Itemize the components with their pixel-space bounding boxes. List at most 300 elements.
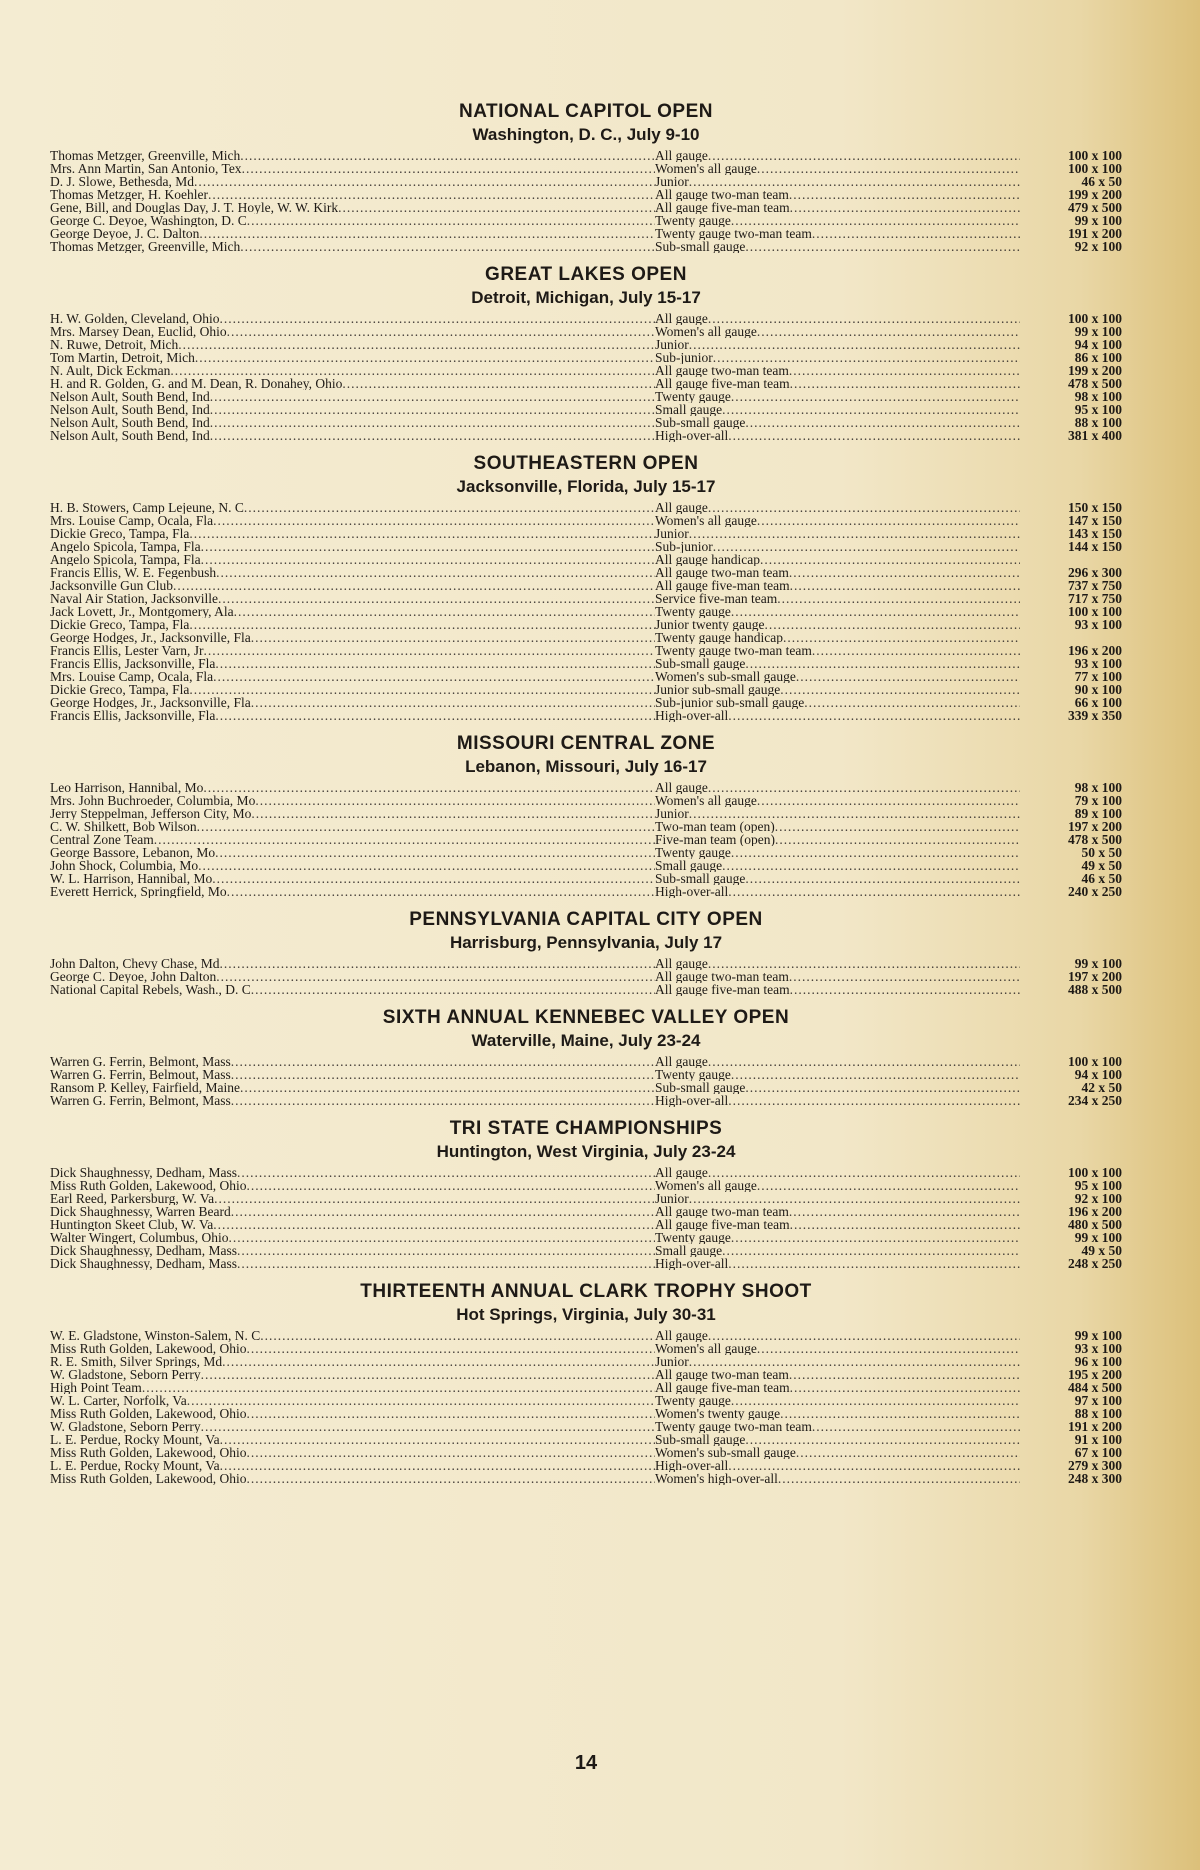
winner-cell: [50, 983, 655, 996]
event-name: Junior: [655, 807, 689, 820]
winner-name: Huntington Skeet Club, W. Va: [50, 1218, 214, 1231]
result-row: [50, 670, 1122, 683]
winner-cell: [50, 781, 655, 794]
winner-name: George C. Deyoe, John Dalton: [50, 970, 217, 983]
tournament-section: [50, 908, 1122, 996]
leader-dots: [790, 579, 1020, 592]
result-row: [50, 312, 1122, 325]
event-name: Two-man team (open): [655, 820, 775, 833]
result-row: [50, 1244, 1122, 1257]
score: 95 x 100: [1074, 1178, 1122, 1193]
tournament-location-date: Waterville, Maine, July 23-24: [471, 1031, 701, 1050]
score: 90 x 100: [1074, 682, 1122, 697]
event-cell: [655, 403, 1020, 416]
result-row: [50, 696, 1122, 709]
winner-cell: [50, 579, 655, 592]
result-row: [50, 1081, 1122, 1094]
winner-name: George C. Deyoe, Washington, D. C: [50, 214, 247, 227]
winner-name: Francis Ellis, Jacksonville, Fla: [50, 709, 216, 722]
event-name: Sub-junior sub-small gauge: [655, 696, 805, 709]
winner-name: George Deyoe, J. C. Dalton: [50, 227, 200, 240]
winner-name: Miss Ruth Golden, Lakewood, Ohio: [50, 1472, 247, 1485]
winner-cell: [50, 351, 655, 364]
winner-name: Walter Wingert, Columbus, Ohio: [50, 1231, 229, 1244]
winner-name: High Point Team: [50, 1381, 142, 1394]
event-name: All gauge five-man team: [655, 201, 790, 214]
leader-dots: [213, 514, 655, 527]
result-row: [50, 1342, 1122, 1355]
event-cell: [655, 501, 1020, 514]
event-cell: [655, 683, 1020, 696]
leader-dots: [790, 1381, 1020, 1394]
leader-dots: [216, 970, 655, 983]
winner-name: Miss Ruth Golden, Lakewood, Ohio: [50, 1407, 247, 1420]
event-cell: [655, 605, 1020, 618]
leader-dots: [777, 592, 1020, 605]
leader-dots: [789, 188, 1020, 201]
leader-dots: [745, 872, 1020, 885]
winner-name: Thomas Metzger, Greenville, Mich: [50, 149, 241, 162]
score: 147 x 150: [1068, 513, 1122, 528]
leader-dots: [812, 644, 1020, 657]
winner-cell: [50, 1192, 655, 1205]
event-cell: [655, 1420, 1020, 1433]
event-name: All gauge: [655, 501, 708, 514]
result-row: [50, 592, 1122, 605]
winner-name: Jacksonville Gun Club: [50, 579, 173, 592]
event-name: Small gauge: [655, 859, 723, 872]
leader-dots: [780, 1407, 1020, 1420]
score: 92 x 100: [1074, 1191, 1122, 1206]
winner-name: Central Zone Team: [50, 833, 154, 846]
winner-cell: [50, 1179, 655, 1192]
result-row: [50, 1205, 1122, 1218]
result-row: [50, 188, 1122, 201]
winner-name: Thomas Metzger, H. Koehler: [50, 188, 209, 201]
score: 89 x 100: [1074, 806, 1122, 821]
result-row: [50, 175, 1122, 188]
score: 88 x 100: [1074, 1406, 1122, 1421]
event-cell: [655, 364, 1020, 377]
tournament-title: GREAT LAKES OPEN: [485, 264, 687, 285]
result-row: [50, 1381, 1122, 1394]
result-row: [50, 820, 1122, 833]
score: 100 x 100: [1068, 148, 1122, 163]
leader-dots: [789, 1205, 1020, 1218]
event-cell: [655, 1205, 1020, 1218]
winner-cell: [50, 1394, 655, 1407]
tournament-section: [50, 1117, 1122, 1270]
result-row: [50, 416, 1122, 429]
score: 99 x 100: [1074, 213, 1122, 228]
event-name: All gauge two-man team: [655, 970, 789, 983]
score: 279 x 300: [1068, 1458, 1122, 1473]
result-row: [50, 1257, 1122, 1270]
winner-cell: [50, 1081, 655, 1094]
event-name: Junior: [655, 527, 689, 540]
winner-name: Earl Reed, Parkersburg, W. Va: [50, 1192, 215, 1205]
winner-cell: [50, 644, 655, 657]
leader-dots: [201, 1368, 655, 1381]
winner-cell: [50, 188, 655, 201]
winner-cell: [50, 820, 655, 833]
event-cell: [655, 696, 1020, 709]
event-cell: [655, 566, 1020, 579]
event-cell: [655, 1329, 1020, 1342]
event-cell: [655, 1342, 1020, 1355]
leader-dots: [731, 390, 1020, 403]
result-row: [50, 527, 1122, 540]
score: 199 x 200: [1068, 363, 1122, 378]
leader-dots: [237, 1257, 655, 1270]
winner-name: W. Gladstone, Seborn Perry: [50, 1420, 201, 1433]
leader-dots: [213, 1218, 655, 1231]
tournament-location-date: Jacksonville, Florida, July 15-17: [456, 477, 716, 496]
event-name: All gauge: [655, 781, 708, 794]
leader-dots: [215, 846, 655, 859]
leader-dots: [189, 683, 655, 696]
score: 100 x 100: [1068, 604, 1122, 619]
result-row: [50, 579, 1122, 592]
result-row: [50, 657, 1122, 670]
event-name: Sub-small gauge: [655, 1081, 746, 1094]
winner-cell: [50, 338, 655, 351]
score: 88 x 100: [1074, 415, 1122, 430]
winner-name: Dick Shaughnessy, Dedham, Mass: [50, 1166, 237, 1179]
event-cell: [655, 709, 1020, 722]
winner-name: Thomas Metzger, Greenville, Mich: [50, 240, 241, 253]
leader-dots: [731, 846, 1020, 859]
winner-name: C. W. Shilkett, Bob Wilson: [50, 820, 197, 833]
leader-dots: [220, 957, 656, 970]
winner-name: Dickie Greco, Tampa, Fla: [50, 618, 190, 631]
winner-name: H. W. Golden, Cleveland, Ohio: [50, 312, 220, 325]
leader-dots: [227, 885, 655, 898]
event-name: Service five-man team: [655, 592, 778, 605]
score: 46 x 50: [1081, 871, 1122, 886]
winner-cell: [50, 709, 655, 722]
score: 248 x 300: [1068, 1471, 1122, 1486]
event-cell: [655, 1355, 1020, 1368]
event-cell: [655, 325, 1020, 338]
leader-dots: [757, 514, 1020, 527]
score: 479 x 500: [1068, 200, 1122, 215]
event-name: Junior: [655, 1192, 689, 1205]
leader-dots: [195, 351, 655, 364]
result-row: [50, 1179, 1122, 1192]
score: 717 x 750: [1068, 591, 1122, 606]
leader-dots: [342, 377, 655, 390]
score: 381 x 400: [1068, 428, 1122, 443]
event-name: Twenty gauge: [655, 390, 731, 403]
event-name: Five-man team (open): [655, 833, 775, 846]
score: 478 x 500: [1068, 832, 1122, 847]
winner-cell: [50, 312, 655, 325]
leader-dots: [722, 859, 1020, 872]
winner-cell: [50, 794, 655, 807]
leader-dots: [708, 1055, 1020, 1068]
winner-cell: [50, 566, 655, 579]
tournament-section: [50, 1280, 1122, 1485]
event-cell: [655, 553, 1020, 566]
event-cell: [655, 957, 1020, 970]
result-row: [50, 149, 1122, 162]
leader-dots: [708, 312, 1020, 325]
tournament-title: THIRTEENTH ANNUAL CLARK TROPHY SHOOT: [360, 1281, 812, 1302]
tournament-title: SIXTH ANNUAL KENNEBEC VALLEY OPEN: [382, 1007, 790, 1028]
leader-dots: [203, 781, 655, 794]
winner-cell: [50, 957, 655, 970]
event-name: High-over-all: [655, 709, 729, 722]
leader-dots: [728, 1257, 1020, 1270]
winner-cell: [50, 1407, 655, 1420]
result-row: [50, 364, 1122, 377]
score: 199 x 200: [1068, 187, 1122, 202]
event-cell: [655, 1459, 1020, 1472]
tournament-location-date: Detroit, Michigan, July 15-17: [471, 288, 701, 307]
score: 79 x 100: [1074, 793, 1122, 808]
leader-dots: [201, 1420, 655, 1433]
tournament-location-date: Lebanon, Missouri, July 16-17: [465, 757, 707, 776]
event-name: Junior twenty gauge: [655, 618, 765, 631]
event-name: High-over-all: [655, 1459, 729, 1472]
event-cell: [655, 540, 1020, 553]
score: 67 x 100: [1074, 1445, 1122, 1460]
result-row: [50, 162, 1122, 175]
leader-dots: [240, 149, 655, 162]
event-name: Women's twenty gauge: [655, 1407, 781, 1420]
result-row: [50, 1433, 1122, 1446]
event-name: Women's all gauge: [655, 162, 757, 175]
winner-name: Nelson Ault, South Bend, Ind: [50, 429, 210, 442]
event-cell: [655, 1472, 1020, 1485]
result-row: [50, 1055, 1122, 1068]
leader-dots: [154, 833, 655, 846]
event-cell: [655, 794, 1020, 807]
winner-cell: [50, 175, 655, 188]
winner-cell: [50, 1472, 655, 1485]
result-row: [50, 201, 1122, 214]
leader-dots: [210, 390, 655, 403]
winner-cell: [50, 1244, 655, 1257]
event-cell: [655, 970, 1020, 983]
event-cell: [655, 1179, 1020, 1192]
winner-name: Mrs. Louise Camp, Ocala, Fla: [50, 514, 214, 527]
event-name: Twenty gauge: [655, 1068, 731, 1081]
result-row: [50, 1472, 1122, 1485]
tournament-title: SOUTHEASTERN OPEN: [473, 453, 699, 474]
winner-cell: [50, 1420, 655, 1433]
event-name: All gauge two-man team: [655, 1368, 789, 1381]
winner-cell: [50, 553, 655, 566]
result-row: [50, 227, 1122, 240]
event-cell: [655, 514, 1020, 527]
leader-dots: [745, 1081, 1020, 1094]
winner-cell: [50, 1166, 655, 1179]
event-name: Small gauge: [655, 1244, 723, 1257]
result-row: [50, 833, 1122, 846]
leader-dots: [764, 618, 1020, 631]
winner-cell: [50, 846, 655, 859]
leader-dots: [231, 1094, 655, 1107]
score: 100 x 100: [1068, 1165, 1122, 1180]
winner-cell: [50, 1342, 655, 1355]
winner-name: Dickie Greco, Tampa, Fla: [50, 683, 190, 696]
event-name: Women's high-over-all: [655, 1472, 778, 1485]
winner-cell: [50, 1381, 655, 1394]
result-row: [50, 338, 1122, 351]
winner-cell: [50, 1055, 655, 1068]
leader-dots: [170, 364, 655, 377]
result-row: [50, 807, 1122, 820]
leader-dots: [210, 429, 655, 442]
winner-name: Jerry Steppelman, Jefferson City, Mo: [50, 807, 252, 820]
score: 91 x 100: [1074, 1432, 1122, 1447]
score: 96 x 100: [1074, 1354, 1122, 1369]
event-cell: [655, 807, 1020, 820]
winner-cell: [50, 1433, 655, 1446]
result-row: [50, 1446, 1122, 1459]
winner-name: Francis Ellis, Jacksonville, Fla: [50, 657, 216, 670]
leader-dots: [728, 709, 1020, 722]
leader-dots: [208, 188, 655, 201]
event-cell: [655, 1055, 1020, 1068]
winner-cell: [50, 501, 655, 514]
tournament-location-date: Huntington, West Virginia, July 23-24: [436, 1142, 736, 1161]
event-name: Twenty gauge: [655, 605, 731, 618]
winner-cell: [50, 1329, 655, 1342]
winner-name: R. E. Smith, Silver Springs, Md: [50, 1355, 223, 1368]
event-name: Twenty gauge two-man team: [655, 644, 812, 657]
leader-dots: [218, 592, 655, 605]
winner-name: W. Gladstone, Seborn Perry: [50, 1368, 201, 1381]
winner-name: W. L. Harrison, Hannibal, Mo: [50, 872, 213, 885]
leader-dots: [216, 566, 655, 579]
result-row: [50, 644, 1122, 657]
event-cell: [655, 1244, 1020, 1257]
score: 98 x 100: [1074, 780, 1122, 795]
leader-dots: [812, 1420, 1020, 1433]
event-cell: [655, 872, 1020, 885]
score: 150 x 150: [1068, 500, 1122, 515]
winner-name: Angelo Spicola, Tampa, Fla: [50, 553, 201, 566]
result-row: [50, 957, 1122, 970]
score: 737 x 750: [1068, 578, 1122, 593]
leader-dots: [231, 1205, 655, 1218]
result-row: [50, 1459, 1122, 1472]
event-cell: [655, 1381, 1020, 1394]
winner-cell: [50, 657, 655, 670]
leader-dots: [757, 325, 1020, 338]
result-row: [50, 1094, 1122, 1107]
winner-cell: [50, 631, 655, 644]
winner-cell: [50, 162, 655, 175]
leader-dots: [796, 1446, 1020, 1459]
result-row: [50, 605, 1122, 618]
event-cell: [655, 390, 1020, 403]
leader-dots: [775, 820, 1020, 833]
winner-cell: [50, 1205, 655, 1218]
event-name: Twenty gauge: [655, 1231, 731, 1244]
leader-dots: [757, 1179, 1020, 1192]
score: 144 x 150: [1068, 539, 1122, 554]
tournament-section: [50, 1006, 1122, 1107]
event-cell: [655, 429, 1020, 442]
winner-cell: [50, 683, 655, 696]
leader-dots: [247, 1407, 656, 1420]
winner-cell: [50, 592, 655, 605]
event-name: All gauge: [655, 1329, 708, 1342]
event-cell: [655, 240, 1020, 253]
event-cell: [655, 1433, 1020, 1446]
leader-dots: [251, 631, 655, 644]
leader-dots: [215, 657, 655, 670]
leader-dots: [187, 1394, 655, 1407]
winner-cell: [50, 514, 655, 527]
event-name: Junior: [655, 175, 689, 188]
winner-name: Ransom P. Kelley, Fairfield, Maine: [50, 1081, 240, 1094]
winner-cell: [50, 403, 655, 416]
leader-dots: [745, 416, 1020, 429]
leader-dots: [757, 162, 1020, 175]
leader-dots: [812, 227, 1020, 240]
event-name: All gauge two-man team: [655, 566, 789, 579]
result-row: [50, 390, 1122, 403]
tournament-location-date: Hot Springs, Virginia, July 30-31: [456, 1305, 716, 1324]
result-row: [50, 1166, 1122, 1179]
event-name: Sub-junior: [655, 351, 713, 364]
leader-dots: [760, 553, 1020, 566]
event-cell: [655, 859, 1020, 872]
score: 191 x 200: [1068, 1419, 1122, 1434]
score: 95 x 100: [1074, 402, 1122, 417]
leader-dots: [237, 1244, 655, 1257]
leader-dots: [231, 1068, 655, 1081]
leader-dots: [708, 1329, 1020, 1342]
leader-dots: [247, 1342, 656, 1355]
score: 480 x 500: [1068, 1217, 1122, 1232]
leader-dots: [745, 1433, 1020, 1446]
event-cell: [655, 227, 1020, 240]
winner-name: Warren G. Ferrin, Belmont, Mass: [50, 1055, 231, 1068]
winner-name: Leo Harrison, Hannibal, Mo: [50, 781, 204, 794]
leader-dots: [689, 1355, 1020, 1368]
winner-cell: [50, 833, 655, 846]
result-row: [50, 1218, 1122, 1231]
event-name: Sub-junior: [655, 540, 713, 553]
leader-dots: [713, 540, 1020, 553]
leader-dots: [227, 325, 655, 338]
score: 94 x 100: [1074, 337, 1122, 352]
leader-dots: [231, 1055, 655, 1068]
result-row: [50, 501, 1122, 514]
event-cell: [655, 1231, 1020, 1244]
result-row: [50, 709, 1122, 722]
event-cell: [655, 618, 1020, 631]
score: 99 x 100: [1074, 1328, 1122, 1343]
tournament-title: MISSOURI CENTRAL ZONE: [456, 733, 716, 754]
leader-dots: [689, 1192, 1020, 1205]
result-row: [50, 1192, 1122, 1205]
tournament-section: [50, 732, 1122, 898]
leader-dots: [198, 859, 655, 872]
score: 296 x 300: [1068, 565, 1122, 580]
winner-name: Everett Herrick, Springfield, Mo: [50, 885, 227, 898]
score: 234 x 250: [1068, 1093, 1122, 1108]
event-cell: [655, 631, 1020, 644]
winner-cell: [50, 214, 655, 227]
event-name: Twenty gauge: [655, 846, 731, 859]
